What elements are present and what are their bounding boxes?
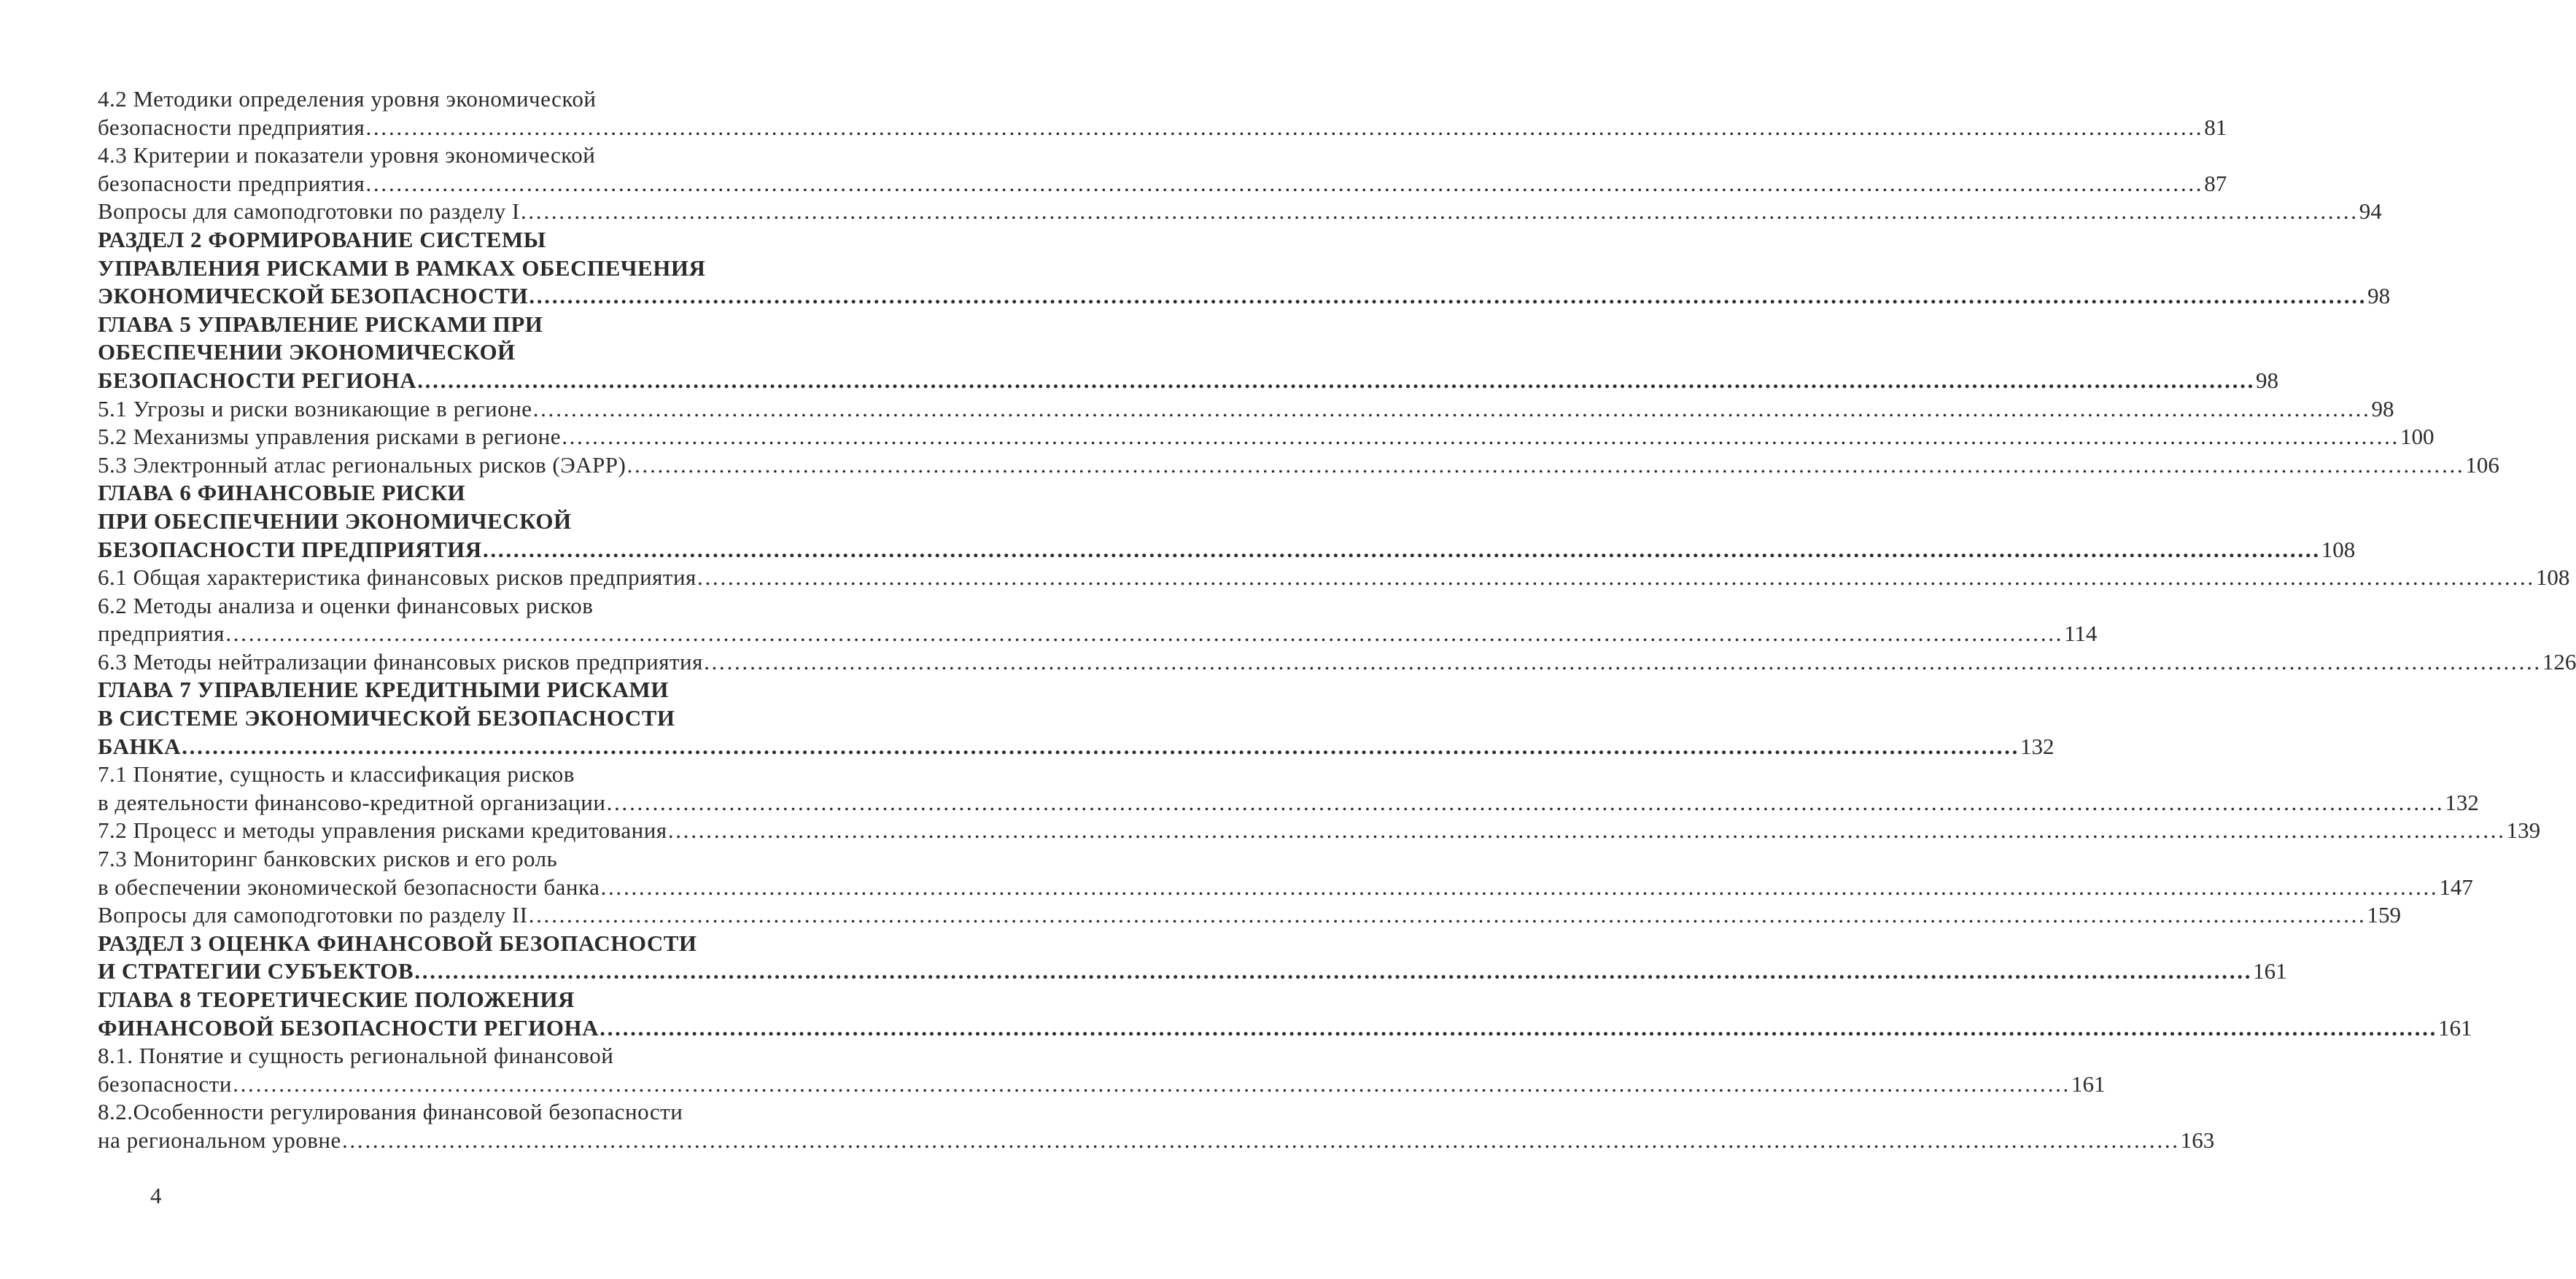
toc-entry-line [98, 395, 2394, 424]
toc-entry-title: 8.2.Особенности регулирования финансовой безопасности [98, 1099, 683, 1125]
toc-heading-line [98, 536, 2356, 564]
toc-leader-dots: …………………………………………………………………………………………………………………………………………………………………………………………………………………… [416, 367, 2254, 393]
toc-page-number: 161 [2437, 1014, 2472, 1041]
toc-page-number: 161 [2253, 958, 2287, 984]
toc-entry-title: ОБЕСПЕЧЕНИИ ЭКОНОМИЧЕСКОЙ [98, 339, 516, 365]
toc-heading-line [98, 704, 798, 733]
toc-leader-dots: …………………………………………………………………………………………………………………………………………………………………………………………………………………… [519, 198, 2358, 225]
toc-entry-line [98, 817, 2541, 845]
toc-heading-line [98, 282, 2391, 311]
toc-entry-text [98, 648, 2541, 677]
toc-leader-dots: …………………………………………………………………………………………………………………………………………………………………………………………………………………… [527, 902, 2366, 928]
toc-heading-line [98, 508, 798, 536]
toc-entry-text [98, 874, 2437, 902]
toc-page-number: 161 [2071, 1070, 2106, 1097]
toc-entry-title: 6.1 Общая характеристика финансовых рисков предприятия [98, 564, 697, 591]
toc-entry-title: безопасности предприятия [98, 114, 365, 140]
toc-heading-line [98, 338, 798, 367]
toc-entry-title: ФИНАНСОВОЙ БЕЗОПАСНОСТИ РЕГИОНА [98, 1014, 599, 1041]
toc-entry-line [98, 198, 2382, 226]
toc-page-number: 98 [2371, 395, 2394, 421]
toc-page-number: 108 [2321, 536, 2356, 562]
toc-page-number: 106 [2465, 451, 2499, 478]
toc-entry-title: 5.1 Угрозы и риски возникающие в регионе [98, 395, 532, 421]
toc-entry-text [98, 141, 798, 170]
toc-entry-text [98, 789, 2443, 817]
toc-entry-text [98, 85, 798, 114]
toc-entry-title: 4.3 Критерии и показатели уровня экономической [98, 142, 596, 168]
toc-entry-title: 7.3 Мониторинг банковских рисков и его роль [98, 846, 558, 872]
toc-entry-text [98, 1042, 798, 1070]
toc-entry-title: ГЛАВА 8 ТЕОРЕТИЧЕСКИЕ ПОЛОЖЕНИЯ [98, 987, 575, 1012]
toc-entry-text [98, 114, 2203, 142]
toc-entry-title: И СТРАТЕГИИ СУБЪЕКТОВ [98, 958, 414, 984]
toc-leader-dots: …………………………………………………………………………………………………………………………………………………………………………………………………………………… [626, 451, 2464, 478]
toc-entry-title: 5.2 Механизмы управления рисками в регионе [98, 424, 561, 450]
toc-entry-line [98, 901, 2402, 930]
toc-leader-dots: …………………………………………………………………………………………………………………………………………………………………………………………………………………… [561, 424, 2399, 450]
toc-page-number: 163 [2180, 1127, 2215, 1153]
toc-entry-title: ПРИ ОБЕСПЕЧЕНИИ ЭКОНОМИЧЕСКОЙ [98, 508, 572, 534]
toc-entry-text [98, 704, 798, 733]
toc-entry-line [98, 85, 798, 114]
toc-entry-title: 6.3 Методы нейтрализации финансовых рисков предприятия [98, 648, 703, 675]
toc-page-number: 159 [2367, 902, 2402, 928]
toc-leader-dots: …………………………………………………………………………………………………………………………………………………………………………………………………………………… [365, 170, 2203, 196]
toc-entry-text [98, 733, 2019, 761]
toc-entry-text [98, 423, 2399, 451]
toc-entry-line [98, 592, 798, 621]
toc-entry-text [98, 254, 798, 283]
toc-page-number: 98 [2255, 367, 2278, 393]
toc-entry-line [98, 874, 2473, 902]
toc-heading-line [98, 676, 798, 704]
toc-entry-line [98, 1127, 2215, 1155]
toc-entry-text [98, 198, 2358, 226]
toc-entry-text [98, 564, 2534, 592]
toc-entry-line [98, 141, 798, 170]
toc-entry-title: В СИСТЕМЕ ЭКОНОМИЧЕСКОЙ БЕЗОПАСНОСТИ [98, 705, 675, 731]
toc-page-number: 98 [2367, 283, 2391, 309]
toc-entry-text [98, 1098, 798, 1127]
toc-entry-text [98, 226, 798, 254]
toc-page-number: 132 [2445, 789, 2479, 815]
toc-entry-text [98, 338, 798, 367]
toc-page-number: 147 [2439, 874, 2473, 900]
toc-entry-line [98, 789, 2479, 817]
toc-leader-dots: …………………………………………………………………………………………………………………………………………………………………………………………………………………… [532, 395, 2370, 421]
toc-entry-text [98, 451, 2464, 480]
toc-entry-title: БЕЗОПАСНОСТИ ПРЕДПРИЯТИЯ [98, 536, 482, 562]
table-of-contents [98, 85, 2576, 1155]
toc-entry-text [98, 170, 2203, 198]
toc-page-number: 87 [2204, 170, 2227, 196]
toc-entry-title: РАЗДЕЛ 2 ФОРМИРОВАНИЕ СИСТЕМЫ [98, 226, 546, 252]
toc-entry-title: в деятельности финансово-кредитной организации [98, 789, 606, 815]
toc-entry-title: 5.3 Электронный атлас региональных рисков (ЭАРР) [98, 451, 626, 478]
toc-heading-line [98, 226, 798, 254]
toc-entry-line [98, 761, 798, 789]
toc-entry-text [98, 930, 798, 958]
toc-entry-line [98, 845, 798, 874]
toc-entry-text [98, 620, 2063, 648]
toc-entry-text [98, 901, 2366, 930]
toc-entry-title: в обеспечении экономической безопасности банка [98, 874, 600, 900]
toc-heading-line [98, 1014, 2472, 1043]
toc-heading-line [98, 986, 798, 1014]
toc-page-number: 108 [2535, 564, 2570, 591]
toc-leader-dots: …………………………………………………………………………………………………………………………………………………………………………………………………………………… [605, 789, 2444, 815]
toc-entry-line [98, 1098, 798, 1127]
toc-page-number: 139 [2506, 817, 2541, 844]
toc-entry-title: безопасности [98, 1070, 232, 1097]
toc-entry-text [98, 367, 2254, 395]
toc-entry-line [98, 114, 2227, 142]
toc-page-number: 100 [2400, 424, 2435, 450]
toc-leader-dots: …………………………………………………………………………………………………………………………………………………………………………………………………………………… [528, 283, 2367, 309]
toc-entry-title: ГЛАВА 7 УПРАВЛЕНИЕ КРЕДИТНЫМИ РИСКАМИ [98, 677, 669, 703]
toc-entry-title: ГЛАВА 5 УПРАВЛЕНИЕ РИСКАМИ ПРИ [98, 311, 543, 337]
toc-heading-line [98, 733, 2055, 761]
toc-entry-text [98, 957, 2251, 986]
toc-page-number: 81 [2204, 114, 2227, 140]
toc-entry-title: Вопросы для самоподготовки по разделу I [98, 198, 520, 225]
toc-leader-dots: …………………………………………………………………………………………………………………………………………………………………………………………………………………… [341, 1127, 2179, 1153]
toc-entry-line [98, 423, 2435, 451]
toc-entry-text [98, 479, 798, 508]
toc-entry-text [98, 1127, 2179, 1155]
toc-entry-title: безопасности предприятия [98, 170, 365, 196]
toc-entry-line [98, 1042, 798, 1070]
toc-page-number: 94 [2359, 198, 2382, 225]
toc-entry-title: УПРАВЛЕНИЯ РИСКАМИ В РАМКАХ ОБЕСПЕЧЕНИЯ [98, 254, 706, 281]
toc-entry-title: ЭКОНОМИЧЕСКОЙ БЕЗОПАСНОСТИ [98, 283, 529, 309]
toc-page-number: 126 [2542, 648, 2576, 675]
toc-entry-title: БЕЗОПАСНОСТИ РЕГИОНА [98, 367, 416, 393]
toc-entry-title: БАНКА [98, 733, 181, 759]
toc-leader-dots: …………………………………………………………………………………………………………………………………………………………………………………………………………………… [702, 648, 2541, 675]
toc-heading-line [98, 367, 2278, 395]
toc-entry-text [98, 676, 798, 704]
toc-entry-line [98, 648, 2576, 677]
page-number: 4 [150, 1183, 162, 1208]
toc-entry-title: 7.1 Понятие, сущность и классификация рисков [98, 761, 575, 788]
toc-page-number: 132 [2020, 733, 2055, 759]
toc-heading-line [98, 479, 798, 508]
toc-entry-line [98, 170, 2227, 198]
toc-leader-dots: …………………………………………………………………………………………………………………………………………………………………………………………………………………… [600, 874, 2438, 900]
toc-entry-text [98, 536, 2320, 564]
toc-entry-text [98, 986, 798, 1014]
toc-page-number: 114 [2064, 621, 2098, 647]
toc-leader-dots: …………………………………………………………………………………………………………………………………………………………………………………………………………………… [667, 817, 2505, 844]
toc-heading-line [98, 311, 798, 339]
toc-leader-dots: …………………………………………………………………………………………………………………………………………………………………………………………………………………… [365, 114, 2203, 140]
toc-leader-dots: …………………………………………………………………………………………………………………………………………………………………………………………………………………… [180, 733, 2019, 759]
toc-leader-dots: …………………………………………………………………………………………………………………………………………………………………………………………………………………… [598, 1014, 2437, 1041]
toc-entry-text [98, 395, 2370, 424]
toc-leader-dots: …………………………………………………………………………………………………………………………………………………………………………………………………………………… [414, 958, 2252, 984]
toc-entry-title: 7.2 Процесс и методы управления рисками кредитования [98, 817, 667, 844]
toc-entry-line [98, 620, 2098, 648]
toc-leader-dots: …………………………………………………………………………………………………………………………………………………………………………………………………………………… [696, 564, 2534, 591]
toc-entry-text [98, 817, 2505, 845]
toc-heading-line [98, 254, 798, 283]
toc-heading-line [98, 957, 2287, 986]
toc-entry-text [98, 845, 798, 874]
toc-entry-title: предприятия [98, 621, 225, 647]
toc-entry-title: 6.2 Методы анализа и оценки финансовых рисков [98, 592, 594, 618]
toc-entry-text [98, 508, 798, 536]
toc-entry-title: 8.1. Понятие и сущность региональной финансовой [98, 1043, 614, 1069]
toc-entry-title: РАЗДЕЛ 3 ОЦЕНКА ФИНАНСОВОЙ БЕЗОПАСНОСТИ [98, 930, 697, 956]
toc-leader-dots: …………………………………………………………………………………………………………………………………………………………………………………………………………………… [231, 1070, 2070, 1097]
toc-entry-text [98, 761, 798, 789]
toc-entry-text [98, 1014, 2437, 1043]
toc-entry-text [98, 282, 2366, 311]
toc-heading-line [98, 930, 798, 958]
toc-entry-title: Вопросы для самоподготовки по разделу II [98, 902, 528, 928]
toc-entry-text [98, 1070, 2070, 1099]
toc-entry-title: на региональном уровне [98, 1127, 341, 1153]
toc-entry-line [98, 1070, 2106, 1099]
toc-leader-dots: …………………………………………………………………………………………………………………………………………………………………………………………………………………… [225, 621, 2063, 647]
toc-entry-line [98, 564, 2570, 592]
toc-entry-text [98, 311, 798, 339]
toc-entry-line [98, 451, 2499, 480]
toc-entry-title: ГЛАВА 6 ФИНАНСОВЫЕ РИСКИ [98, 480, 466, 506]
toc-entry-title: 4.2 Методики определения уровня экономической [98, 86, 597, 112]
toc-leader-dots: …………………………………………………………………………………………………………………………………………………………………………………………………………………… [481, 536, 2320, 562]
toc-entry-text [98, 592, 798, 621]
